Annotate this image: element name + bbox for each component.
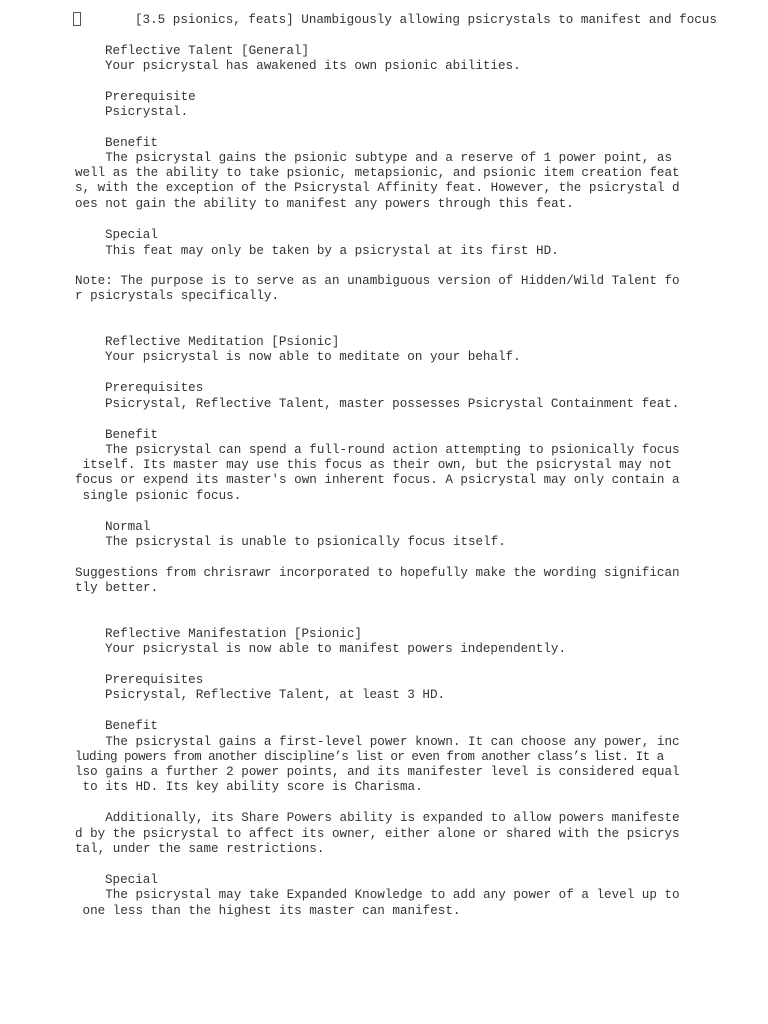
benefit-heading: Benefit: [105, 428, 158, 442]
prerequisite-heading: Prerequisites: [105, 381, 204, 395]
missing-glyph-icon: [73, 12, 81, 26]
additional-line: d by the psicrystal to affect its owner, either alone or shared with the psicrys: [75, 827, 680, 841]
benefit-line: lso gains a further 2 power points, and its manifester level is considered equal: [75, 765, 680, 779]
feat-summary: Your psicrystal has awakened its own psionic abilities.: [105, 59, 521, 73]
special-line: one less than the highest its master can manifest.: [75, 904, 461, 918]
note-line: Note: The purpose is to serve as an unambiguous version of Hidden/Wild Talent fo: [75, 274, 680, 288]
normal-heading: Normal: [105, 520, 151, 534]
benefit-line: The psicrystal can spend a full-round action attempting to psionically focus: [75, 443, 680, 457]
benefit-line: itself. Its master may use this focus as their own, but the psicrystal may not: [75, 458, 673, 472]
benefit-line: The psicrystal gains the psionic subtype and a reserve of 1 power point, as: [75, 151, 673, 165]
feat-name: Reflective Meditation [Psionic]: [105, 335, 340, 349]
feat-name: Reflective Manifestation [Psionic]: [105, 627, 362, 641]
note-line: r psicrystals specifically.: [75, 289, 280, 303]
prerequisite-text: Psicrystal.: [105, 105, 189, 119]
normal-line: The psicrystal is unable to psionically focus itself.: [75, 535, 506, 549]
benefit-line: single psionic focus.: [75, 489, 242, 503]
note-line: tly better.: [75, 581, 159, 595]
benefit-line: luding powers from another discipline’s list or even from another class’s list. It a: [75, 750, 664, 764]
additional-line: Additionally, its Share Powers ability is expanded to allow powers manifeste: [75, 811, 680, 825]
feat-summary: Your psicrystal is now able to manifest powers independently.: [105, 642, 567, 656]
benefit-line: oes not gain the ability to manifest any powers through this feat.: [75, 197, 574, 211]
special-heading: Special: [105, 873, 158, 887]
special-line: This feat may only be taken by a psicrystal at its first HD.: [75, 244, 559, 258]
prerequisite-heading: Prerequisites: [105, 673, 204, 687]
prerequisite-text: Psicrystal, Reflective Talent, at least 3 HD.: [105, 688, 446, 702]
benefit-line: well as the ability to take psionic, metapsionic, and psionic item creation feat: [75, 166, 680, 180]
feat-summary: Your psicrystal is now able to meditate on your behalf.: [105, 350, 521, 364]
feat-name: Reflective Talent [General]: [105, 44, 310, 58]
benefit-line: The psicrystal gains a first-level power known. It can choose any power, inc: [75, 735, 680, 749]
additional-line: tal, under the same restrictions.: [75, 842, 325, 856]
note-line: Suggestions from chrisrawr incorporated to hopefully make the wording significan: [75, 566, 680, 580]
special-heading: Special: [105, 228, 158, 242]
benefit-line: focus or expend its master's own inherent focus. A psicrystal may only contain a: [75, 473, 680, 487]
prerequisite-heading: Prerequisite: [105, 90, 196, 104]
benefit-heading: Benefit: [105, 719, 158, 733]
benefit-line: s, with the exception of the Psicrystal Affinity feat. However, the psicrystal d: [75, 181, 680, 195]
document-title: [3.5 psionics, feats] Unambigously allowing psicrystals to manifest and focus: [135, 13, 717, 27]
special-line: The psicrystal may take Expanded Knowledge to add any power of a level up to: [75, 888, 680, 902]
benefit-line: to its HD. Its key ability score is Charisma.: [75, 780, 423, 794]
prerequisite-text: Psicrystal, Reflective Talent, master possesses Psicrystal Containment feat.: [105, 397, 680, 411]
benefit-heading: Benefit: [105, 136, 158, 150]
